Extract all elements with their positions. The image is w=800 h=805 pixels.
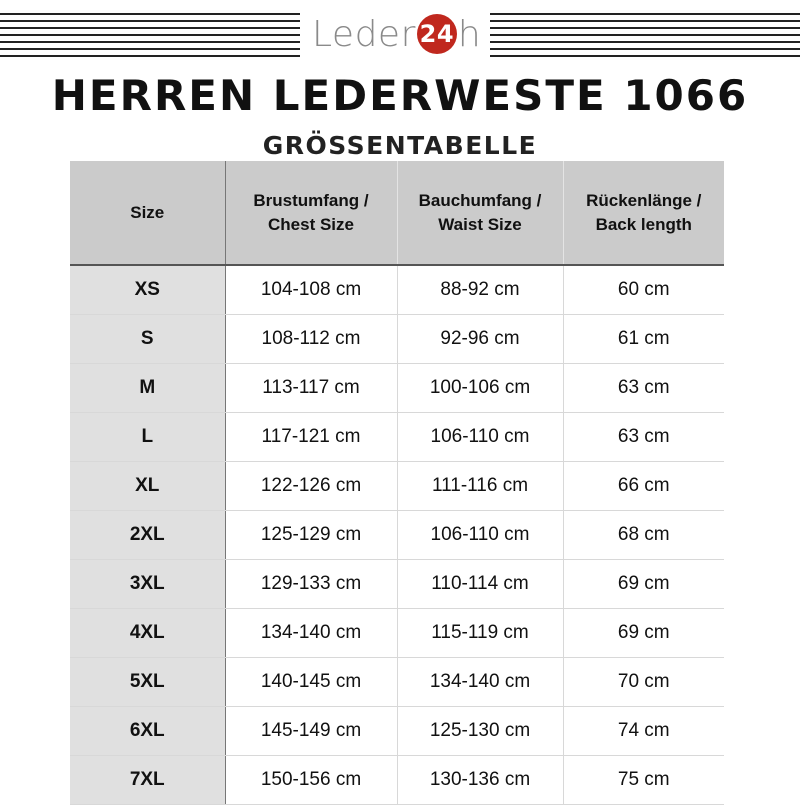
cell-chest: 108-112 cm — [225, 315, 397, 364]
cell-back-length: 63 cm — [563, 364, 724, 413]
table-row — [70, 315, 724, 364]
brand-logo — [312, 12, 481, 56]
cell-chest: 140-145 cm — [225, 658, 397, 707]
cell-size: 7XL — [70, 756, 225, 805]
decorative-stripes-right — [490, 13, 800, 59]
cell-size: 2XL — [70, 511, 225, 560]
table-row — [70, 462, 724, 511]
header-line: Rückenlänge / — [586, 190, 702, 210]
cell-back-length: 60 cm — [563, 265, 724, 315]
cell-waist: 115-119 cm — [397, 609, 563, 658]
header-line: Chest Size — [268, 214, 354, 234]
table-row — [70, 707, 724, 756]
cell-back-length: 61 cm — [563, 315, 724, 364]
table-row — [70, 413, 724, 462]
table-row — [70, 265, 724, 315]
cell-back-length: 68 cm — [563, 511, 724, 560]
cell-waist: 111-116 cm — [397, 462, 563, 511]
cell-size: 6XL — [70, 707, 225, 756]
cell-size: 4XL — [70, 609, 225, 658]
table-row — [70, 609, 724, 658]
cell-back-length: 75 cm — [563, 756, 724, 805]
cell-waist: 88-92 cm — [397, 265, 563, 315]
table-row — [70, 756, 724, 805]
header-line: Waist Size — [438, 214, 522, 234]
cell-chest: 113-117 cm — [225, 364, 397, 413]
cell-back-length: 74 cm — [563, 707, 724, 756]
cell-chest: 129-133 cm — [225, 560, 397, 609]
page-title: HERREN LEDERWESTE 1066 — [51, 71, 749, 120]
cell-waist: 134-140 cm — [397, 658, 563, 707]
logo-text-after: h — [457, 13, 482, 55]
size-table — [70, 161, 724, 805]
cell-back-length: 69 cm — [563, 609, 724, 658]
cell-back-length: 69 cm — [563, 560, 724, 609]
cell-size: XL — [70, 462, 225, 511]
cell-chest: 122-126 cm — [225, 462, 397, 511]
cell-waist: 125-130 cm — [397, 707, 563, 756]
cell-back-length: 66 cm — [563, 462, 724, 511]
logo-text-before: Leder — [312, 13, 416, 55]
cell-waist: 130-136 cm — [397, 756, 563, 805]
cell-back-length: 63 cm — [563, 413, 724, 462]
cell-size: 3XL — [70, 560, 225, 609]
cell-chest: 134-140 cm — [225, 609, 397, 658]
decorative-stripes-left — [0, 13, 300, 59]
header-line: Back length — [595, 214, 692, 234]
cell-size: XS — [70, 265, 225, 315]
cell-chest: 145-149 cm — [225, 707, 397, 756]
cell-waist: 106-110 cm — [397, 413, 563, 462]
table-row — [70, 658, 724, 707]
logo-circle-badge: 24 — [417, 14, 457, 54]
cell-chest: 125-129 cm — [225, 511, 397, 560]
column-header-size — [70, 161, 225, 265]
header-line: Brustumfang / — [253, 190, 369, 210]
cell-chest: 150-156 cm — [225, 756, 397, 805]
cell-waist: 110-114 cm — [397, 560, 563, 609]
cell-back-length: 70 cm — [563, 658, 724, 707]
cell-waist: 100-106 cm — [397, 364, 563, 413]
column-header-chest — [225, 161, 397, 265]
header-line: Size — [130, 202, 165, 222]
cell-size: M — [70, 364, 225, 413]
cell-size: 5XL — [70, 658, 225, 707]
brand-header — [0, 0, 800, 70]
cell-waist: 92-96 cm — [397, 315, 563, 364]
cell-chest: 117-121 cm — [225, 413, 397, 462]
cell-size: L — [70, 413, 225, 462]
table-body — [70, 265, 724, 805]
cell-waist: 106-110 cm — [397, 511, 563, 560]
column-header-waist — [397, 161, 563, 265]
header-line: Bauchumfang / — [418, 190, 542, 210]
table-row — [70, 511, 724, 560]
cell-chest: 104-108 cm — [225, 265, 397, 315]
table-header-row — [70, 161, 724, 265]
column-header-back-length — [563, 161, 724, 265]
cell-size: S — [70, 315, 225, 364]
table-row — [70, 364, 724, 413]
page-subtitle: GRÖSSENTABELLE — [262, 131, 538, 160]
table-row — [70, 560, 724, 609]
